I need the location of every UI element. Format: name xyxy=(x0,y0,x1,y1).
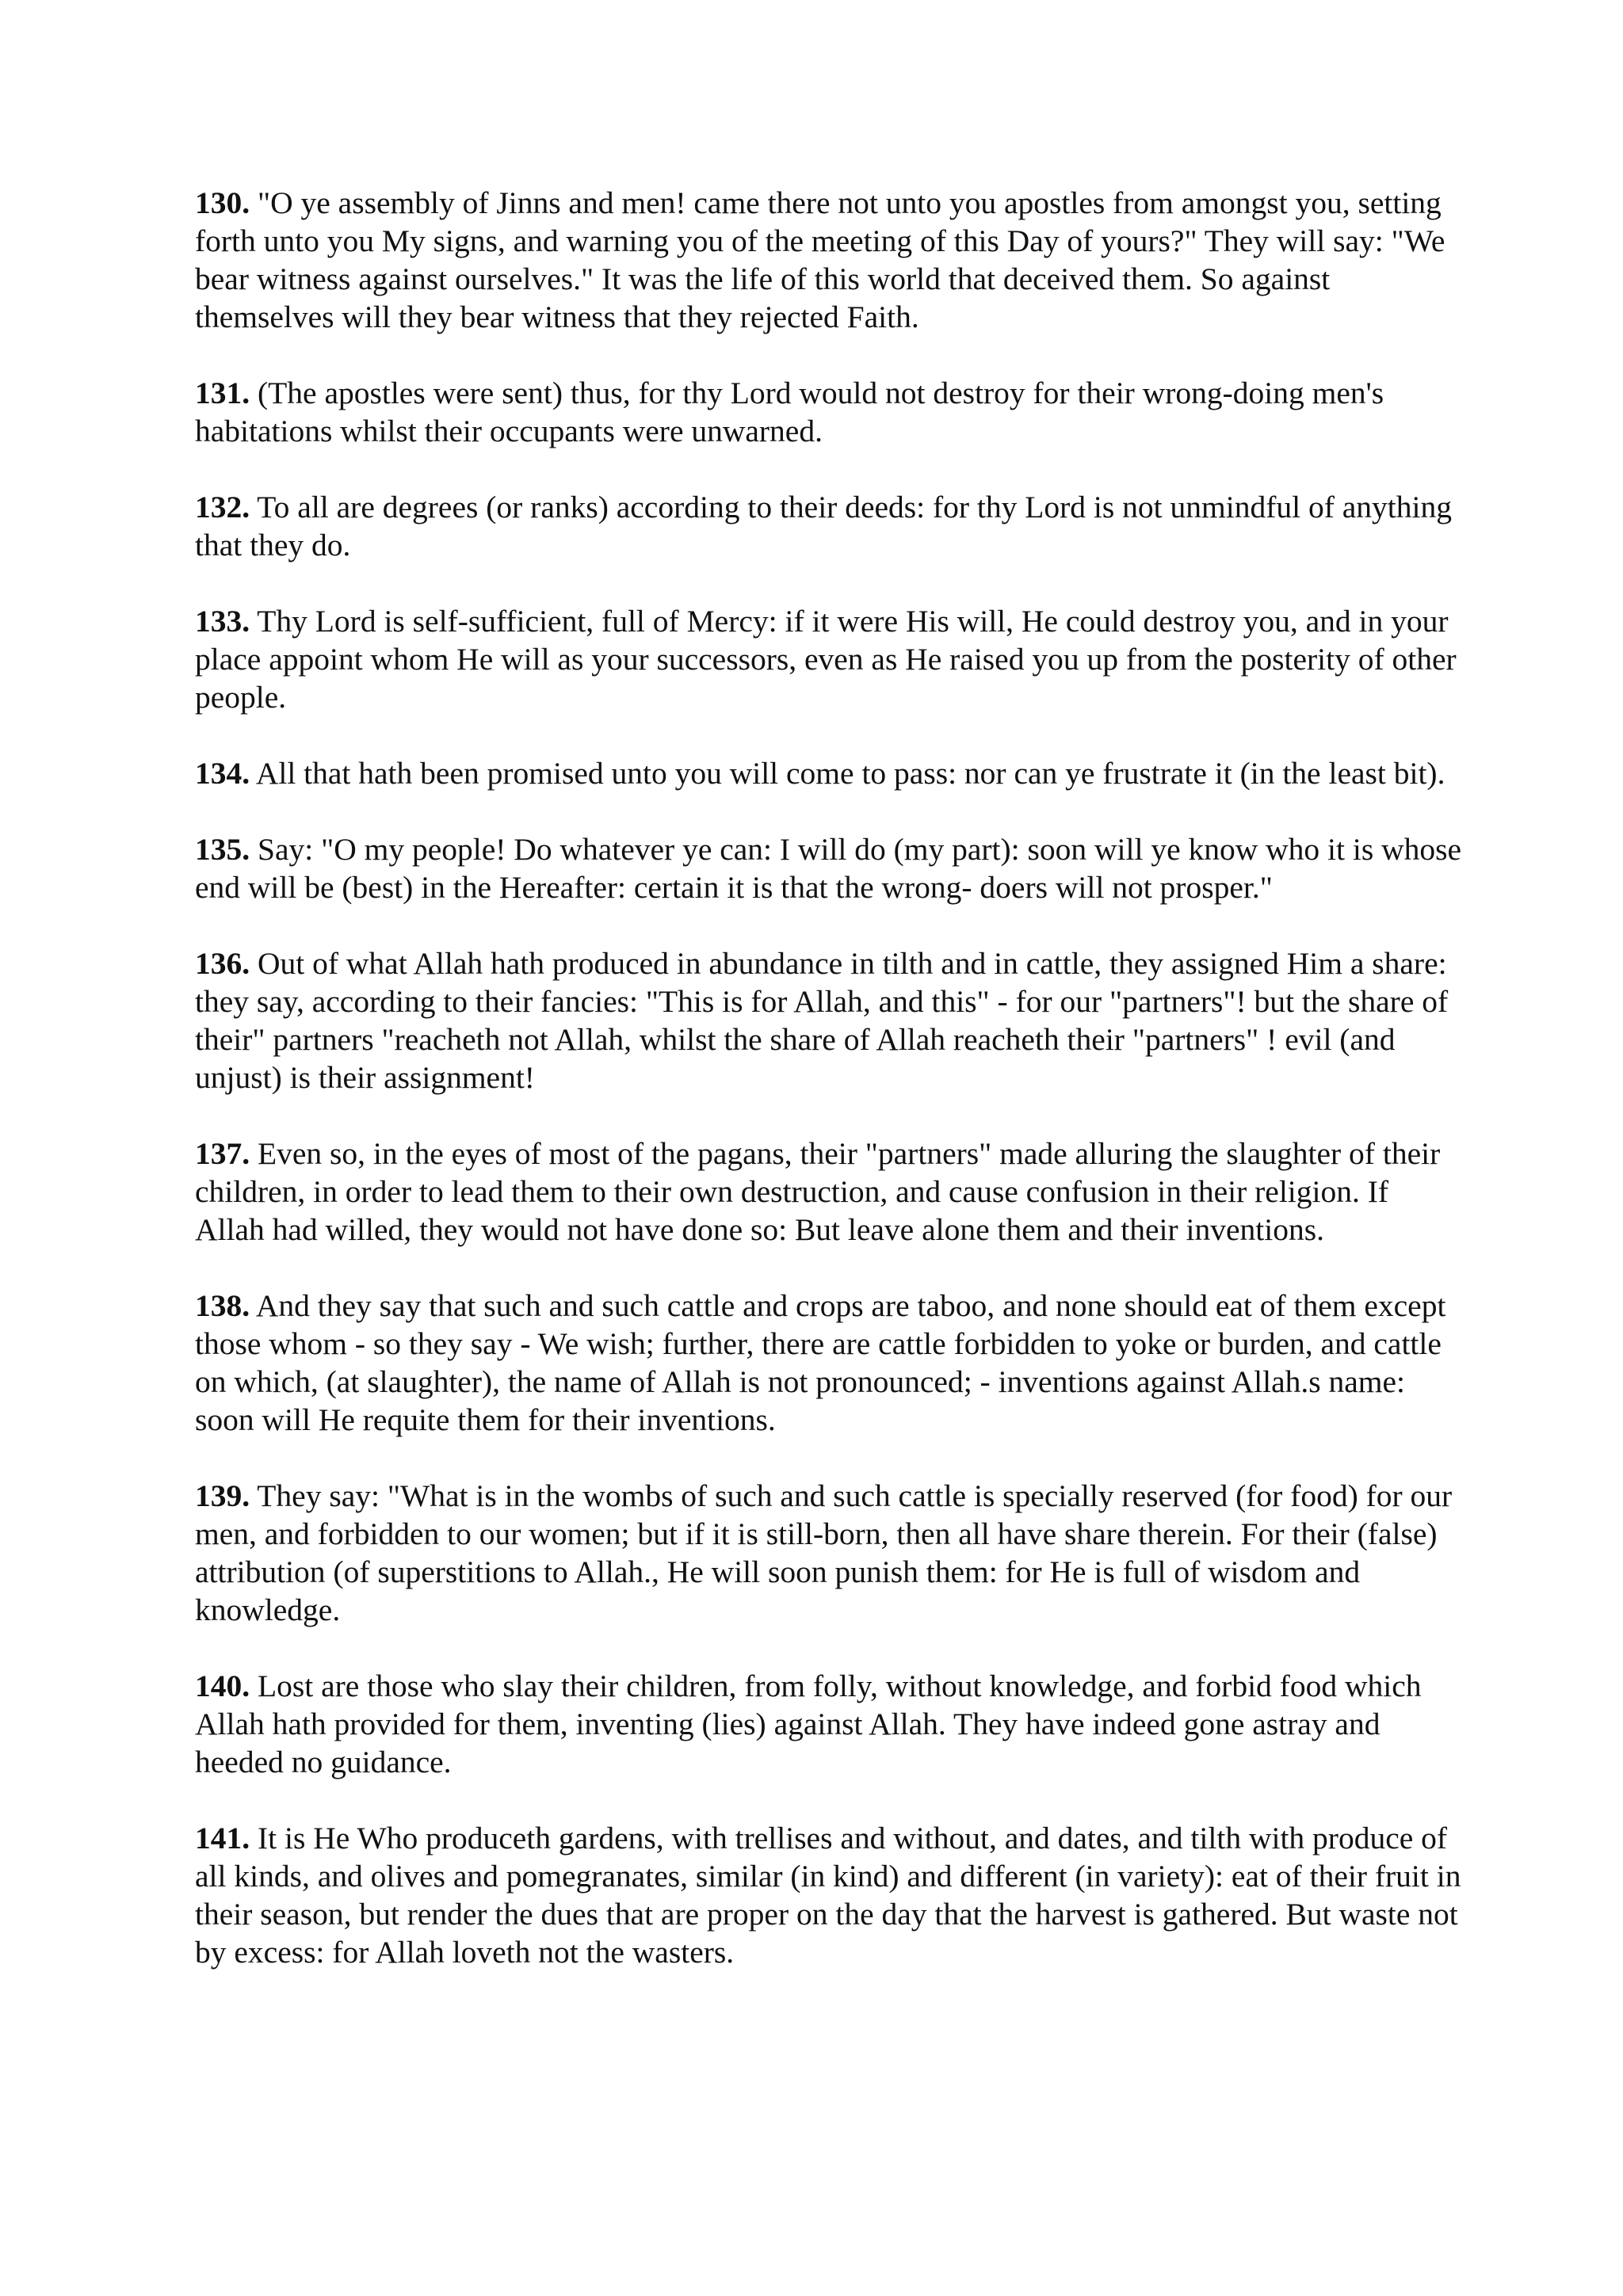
verse-number: 130. xyxy=(195,185,250,220)
verse-136 xyxy=(195,944,1463,1097)
verse-text: All that hath been promised unto you will come to pass: nor can ye frustrate it (in the least bit). xyxy=(250,756,1445,791)
verse-131 xyxy=(195,374,1463,450)
verse-text: "O ye assembly of Jinns and men! came there not unto you apostles from amongst you, setting forth unto you My signs, and warning you of the meeting of this Day of yours?" They will say: "We bear witness against ourselves." It was the life of this world that deceived them. So against themselves will they bear witness that they rejected Faith. xyxy=(195,185,1445,334)
verse-141 xyxy=(195,1819,1463,1971)
verse-132 xyxy=(195,488,1463,564)
verse-text: To all are degrees (or ranks) according to their deeds: for thy Lord is not unmindful of anything that they do. xyxy=(195,490,1452,563)
verse-text: It is He Who produceth gardens, with trellises and without, and dates, and tilth with produce of all kinds, and olives and pomegranates, similar (in kind) and different (in variety): eat of their fruit in their season, but render the dues that are proper on the day that the harvest is gathered. But waste not by excess: for Allah loveth not the wasters. xyxy=(195,1821,1461,1970)
verse-number: 135. xyxy=(195,832,250,867)
verse-text: Say: "O my people! Do whatever ye can: I will do (my part): soon will ye know who it is whose end will be (best) in the Hereafter: certain it is that the wrong- doers will not prosper." xyxy=(195,832,1462,905)
verse-text: Even so, in the eyes of most of the pagans, their "partners" made alluring the slaughter of their children, in order to lead them to their own destruction, and cause confusion in their religion. If Allah had willed, they would not have done so: But leave alone them and their inventions. xyxy=(195,1136,1441,1247)
document-page xyxy=(195,184,1463,2009)
verse-number: 136. xyxy=(195,946,250,981)
verse-number: 132. xyxy=(195,490,250,524)
verse-number: 138. xyxy=(195,1288,250,1323)
verse-133 xyxy=(195,602,1463,716)
verse-140 xyxy=(195,1667,1463,1781)
verse-text: They say: "What is in the wombs of such and such cattle is specially reserved (for food) for our men, and forbidden to our women; but if it is still-born, then all have share therein. For their (false) attribution (of superstitions to Allah., He will soon punish them: for He is full of wisdom and knowledge. xyxy=(195,1478,1453,1627)
verse-134 xyxy=(195,754,1463,792)
verse-text: Lost are those who slay their children, from folly, without knowledge, and forbid food which Allah hath provided for them, inventing (lies) against Allah. They have indeed gone astray and heeded no guidance. xyxy=(195,1669,1422,1779)
verse-number: 134. xyxy=(195,756,250,791)
verse-text: And they say that such and such cattle and crops are taboo, and none should eat of them except those whom - so they say - We wish; further, there are cattle forbidden to yoke or burden, and cattle on which, (at slaughter), the name of Allah is not pronounced; - inventions against Allah.s name: soon will He requite them for their inventions. xyxy=(195,1288,1446,1437)
verse-139 xyxy=(195,1477,1463,1629)
verse-number: 140. xyxy=(195,1669,250,1703)
verse-number: 139. xyxy=(195,1478,250,1513)
verse-138 xyxy=(195,1287,1463,1439)
verse-number: 131. xyxy=(195,376,250,410)
verse-text: (The apostles were sent) thus, for thy Lord would not destroy for their wrong-doing men's habitations whilst their occupants were unwarned. xyxy=(195,376,1384,448)
verse-number: 141. xyxy=(195,1821,250,1855)
verse-number: 133. xyxy=(195,604,250,639)
verse-number: 137. xyxy=(195,1136,250,1171)
verse-137 xyxy=(195,1135,1463,1249)
verse-text: Out of what Allah hath produced in abundance in tilth and in cattle, they assigned Him a share: they say, according to their fancies: "This is for Allah, and this" - for our "partners"! but the share of their" partners "reacheth not Allah, whilst the share of Allah reacheth their "partners" ! evil (and unjust) is their assignment! xyxy=(195,946,1449,1095)
verse-135 xyxy=(195,830,1463,906)
verse-text: Thy Lord is self-sufficient, full of Mercy: if it were His will, He could destroy you, and in your place appoint whom He will as your successors, even as He raised you up from the posterity of other people. xyxy=(195,604,1457,715)
verse-130 xyxy=(195,184,1463,336)
